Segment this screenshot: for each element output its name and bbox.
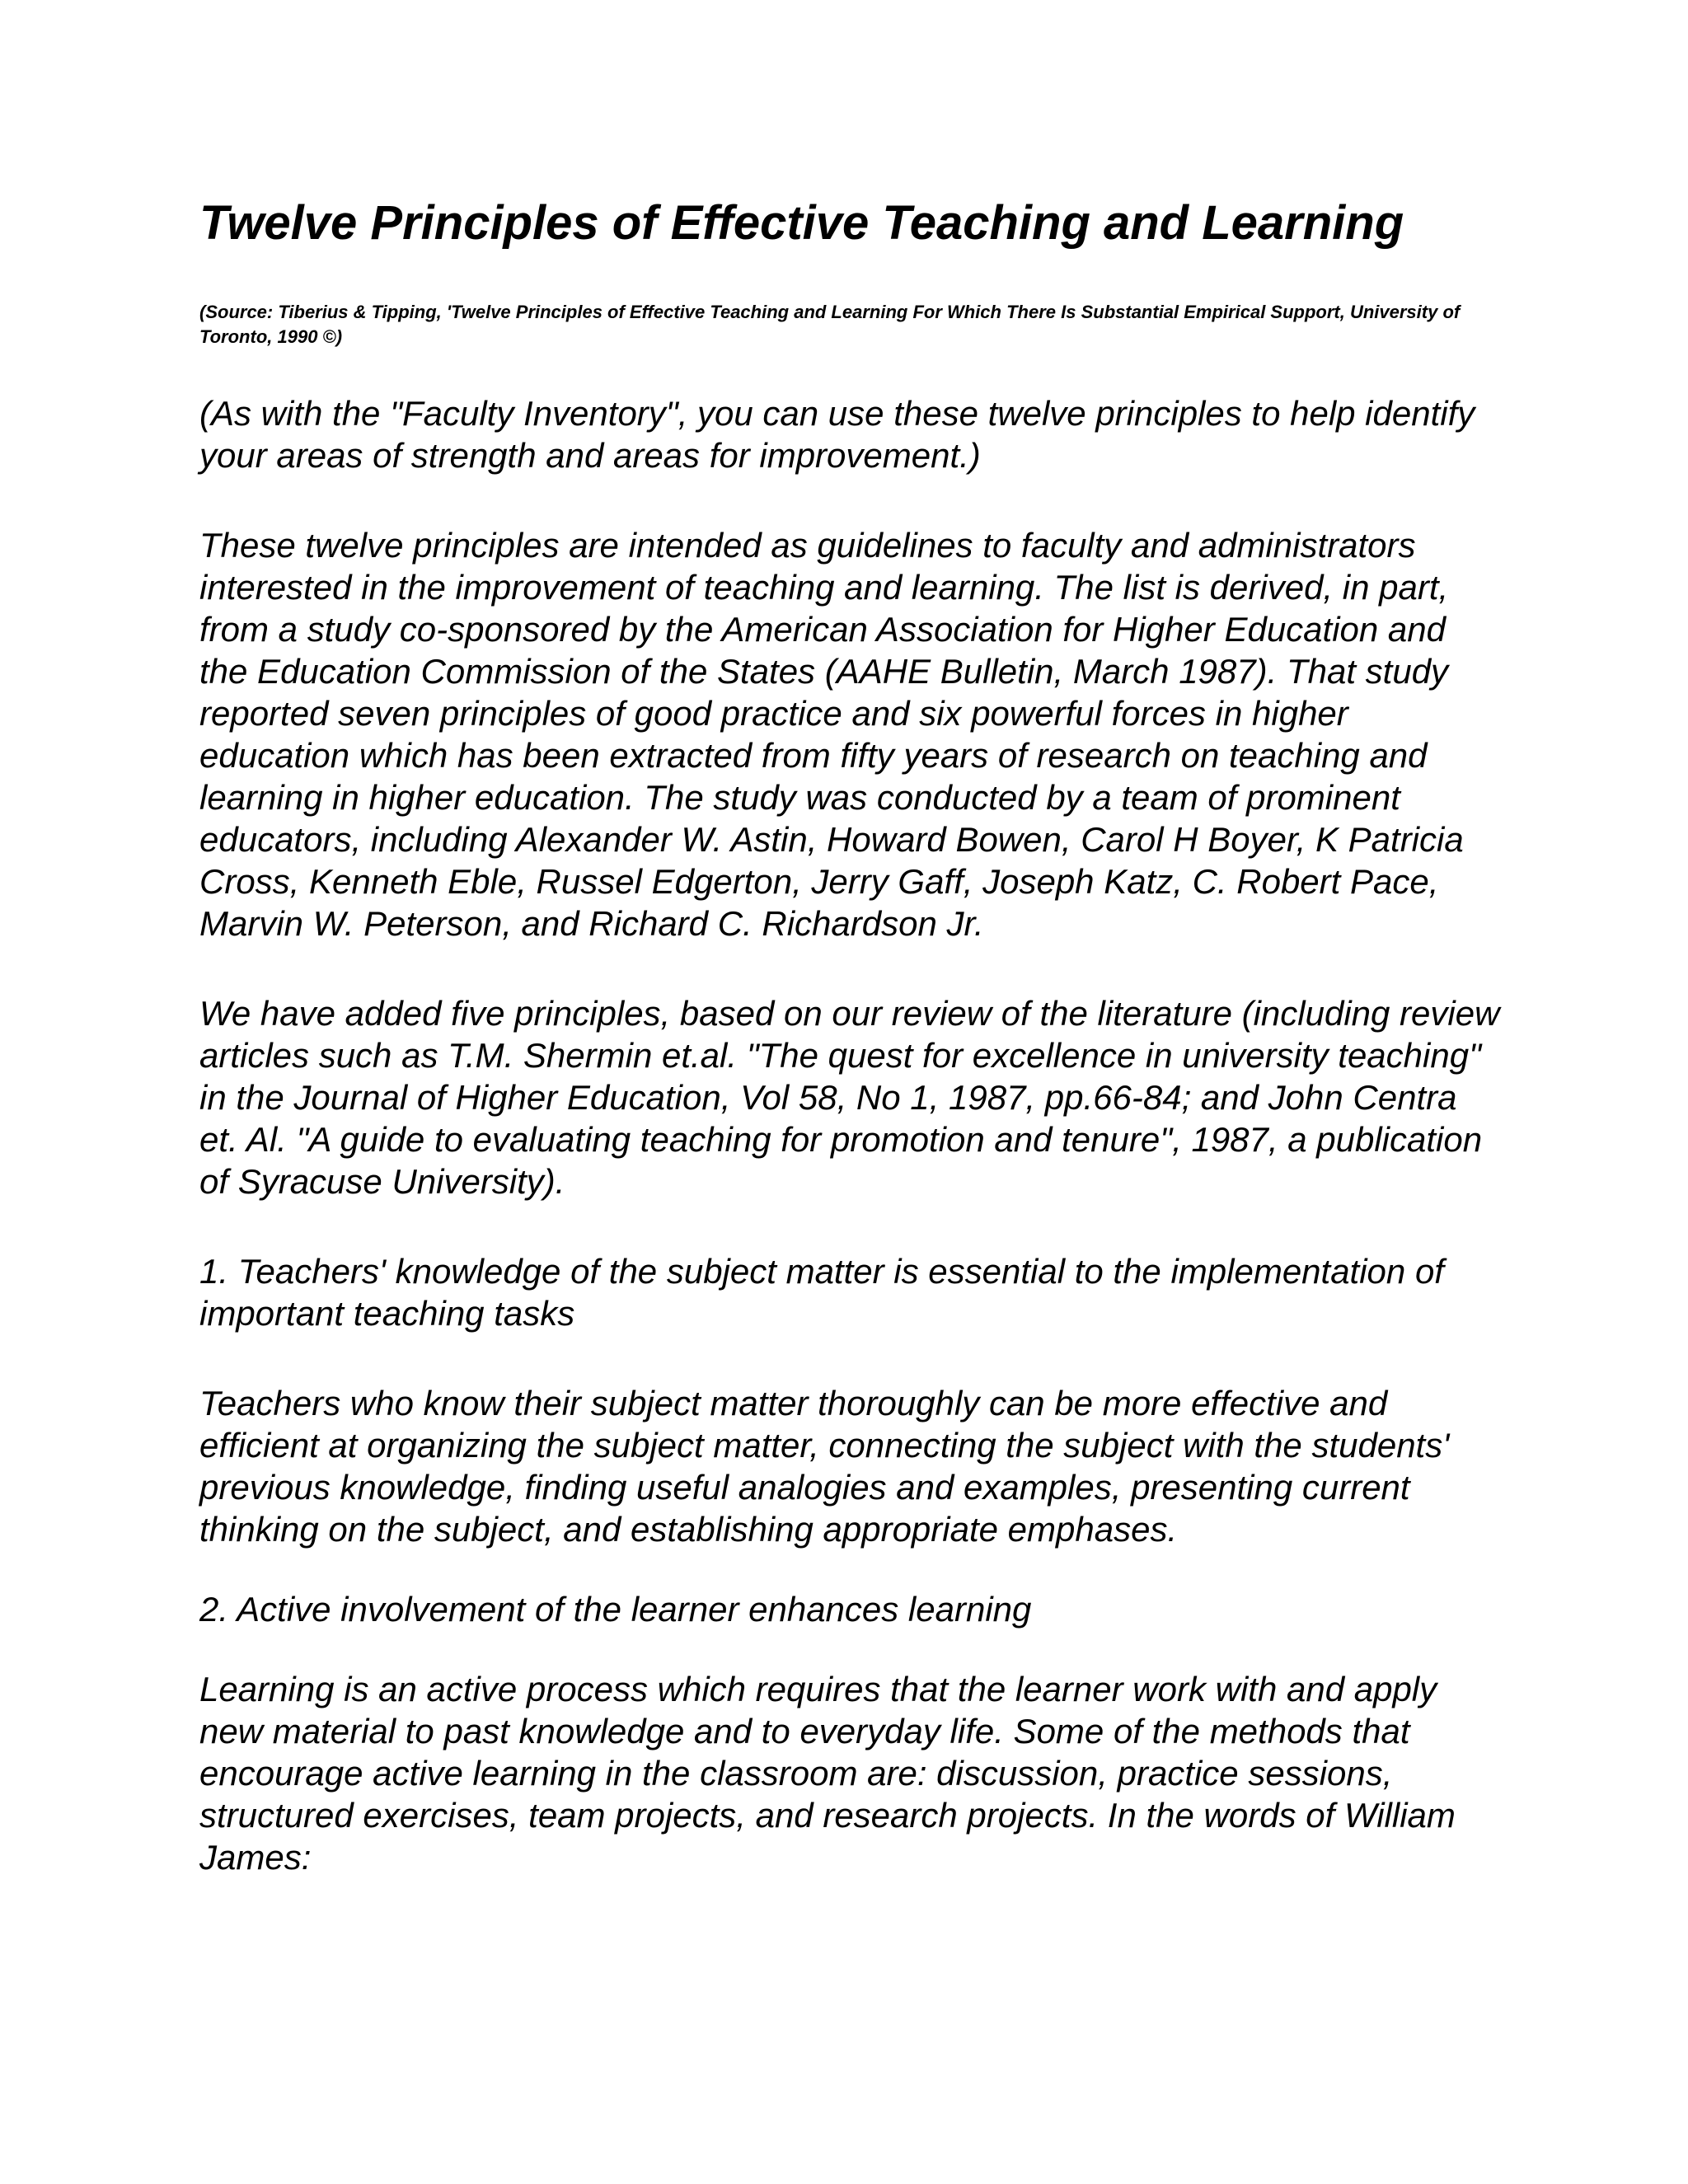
principle-heading: 1. Teachers' knowledge of the subject matter is essential to the implementation of important teaching tasks [199, 1252, 1444, 1333]
principle-heading: 2. Active involvement of the learner enhances learning [199, 1590, 1032, 1629]
document-content [199, 191, 1502, 1878]
principle-body: Teachers who know their subject matter thoroughly can be more effective and efficient at organizing the subject matter, connecting the subject with the students' previous knowledge, finding useful analogies and examples, presenting current thinking on the subject, and establishing appropriate emphases. [199, 1384, 1450, 1549]
source-citation: (Source: Tiberius & Tipping, 'Twelve Principles of Effective Teaching and Learning For Which There Is Substantial Empirical Support, University of Toronto, 1990 ©) [199, 302, 1461, 347]
principle-body: Learning is an active process which requires that the learner work with and apply new material to past knowledge and to everyday life. Some of the methods that encourage active learning in the classroom are: discussion, practice sessions, structured exercises, team projects, and research projects. In the words of William James: [199, 1670, 1456, 1877]
body-paragraph: These twelve principles are intended as guidelines to faculty and administrators interested in the improvement of teaching and learning. The list is derived, in part, from a study co-sponsored by the American Association for Higher Education and the Education Commission of the States (AAHE Bulletin, March 1987). That study reported seven principles of good practice and six powerful forces in higher education which has been extracted from fifty years of research on teaching and learning in higher education. The study was conducted by a team of prominent educators, including Alexander W. Astin, Howard Bowen, Carol H Boyer, K Patricia Cross, Kenneth Eble, Russel Edgerton, Jerry Gaff, Joseph Katz, C. Robert Pace, Marvin W. Peterson, and Richard C. Richardson Jr. [199, 526, 1464, 943]
page-title: Twelve Principles of Effective Teaching and Learning [199, 196, 1404, 250]
body-paragraph: We have added five principles, based on our review of the literature (including review articles such as T.M. Shermin et.al. "The quest for excellence in university teaching" in the Journal of Higher Education, Vol 58, No 1, 1987, pp.66-84; and John Centra et. Al. "A guide to evaluating teaching for promotion and tenure", 1987, a publication of Syracuse University). [199, 994, 1500, 1201]
intro-note: (As with the "Faculty Inventory", you can use these twelve principles to help identify your areas of strength and areas for improvement.) [199, 394, 1475, 475]
